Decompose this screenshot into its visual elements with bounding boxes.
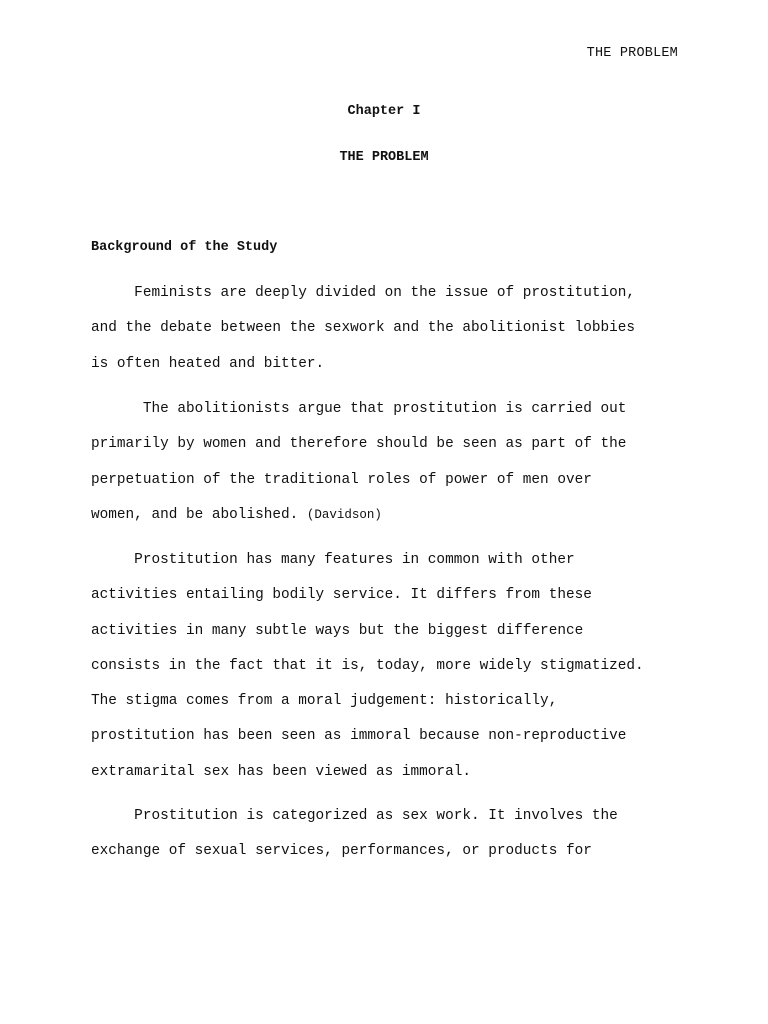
paragraph-line: consists in the fact that it is, today, more widely stigmatized. bbox=[91, 657, 644, 674]
paragraph-line-text: women, and be abolished. bbox=[91, 506, 307, 523]
paragraph-line-with-citation bbox=[91, 506, 681, 541]
paragraph-line: activities entailing bodily service. It differs from these bbox=[91, 587, 592, 604]
paragraph-line: is often heated and bitter. bbox=[91, 355, 325, 372]
paragraph-line: perpetuation of the traditional roles of power of men over bbox=[91, 471, 592, 488]
running-head: THE PROBLEM bbox=[586, 46, 678, 61]
citation: (Davidson) bbox=[306, 507, 382, 522]
chapter-number: Chapter I bbox=[347, 104, 421, 119]
paragraph-line: extramarital sex has been viewed as immoral. bbox=[91, 763, 471, 780]
paragraph-line: exchange of sexual services, performances, or products for bbox=[91, 843, 592, 860]
paragraph-3 bbox=[91, 551, 681, 798]
paragraph-line: The abolitionists argue that prostitution is carried out bbox=[91, 401, 627, 417]
chapter-title: THE PROBLEM bbox=[339, 150, 429, 165]
paragraph-line: activities in many subtle ways but the biggest difference bbox=[91, 622, 584, 639]
paragraph-line: Feminists are deeply divided on the issue of prostitution, bbox=[91, 285, 636, 301]
section-heading: Background of the Study bbox=[91, 240, 278, 255]
paragraph-line: Prostitution is categorized as sex work. It involves the bbox=[91, 808, 618, 824]
paragraph-1 bbox=[91, 284, 681, 390]
paragraph-line: and the debate between the sexwork and the abolitionist lobbies bbox=[91, 320, 636, 337]
paragraph-4 bbox=[91, 807, 681, 878]
paragraph-line: Prostitution has many features in common with other bbox=[91, 552, 575, 568]
paragraph-line: The stigma comes from a moral judgement: historically, bbox=[91, 693, 558, 710]
paragraph-2 bbox=[91, 400, 681, 541]
paragraph-line: primarily by women and therefore should be seen as part of the bbox=[91, 436, 627, 453]
paragraph-line: prostitution has been seen as immoral because non-reproductive bbox=[91, 728, 627, 745]
